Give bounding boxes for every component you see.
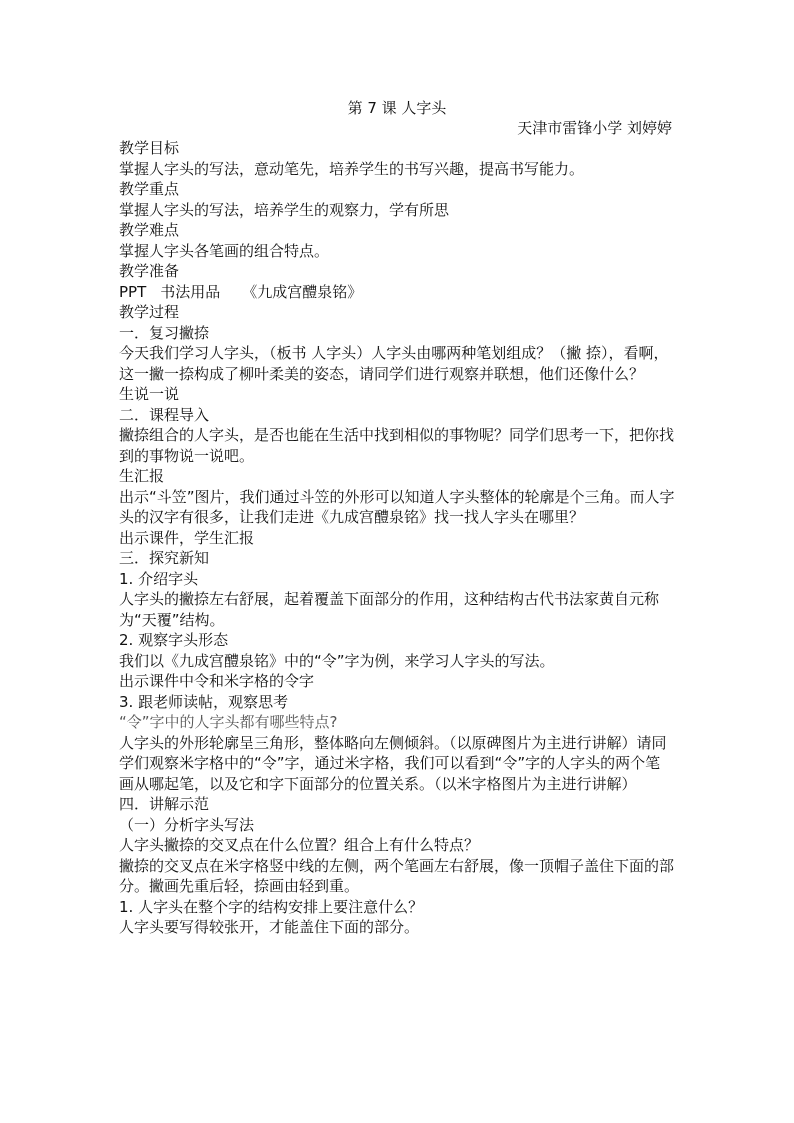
section-heading: 一．复习撇捺 [119,323,210,342]
paragraph: 人字头的撇捺左右舒展，起着覆盖下面部分的作用，这种结构古代书法家黄自元称为“天覆”结构。 [119,590,660,629]
subsection-heading: 1. 介绍字头 [119,569,199,588]
paragraph: 人字头撇捺的交叉点在什么位置？组合上有什么特点？ [119,836,480,854]
paragraph: 生说一说 [119,385,180,403]
material-item: 书法用品 [160,282,221,301]
section-heading: 三．探究新知 [119,549,210,567]
paragraph: 掌握人字头的写法，培养学生的观察力，学有所思 [119,200,450,219]
paragraph: 出示“斗笠”图片，我们通过斗笠的外形可以知道人字头整体的轮廓是个三角。而人字头的汉字有很多，让我们走进《九成宫醴泉铭》找一找人字头在哪里？ [119,487,675,526]
subsection-heading: 2. 观察字头形态 [119,631,229,649]
author-line: 天津市雷锋小学 刘婷婷 [517,119,672,137]
section-heading: 二．课程导入 [119,405,210,424]
paragraph: 人字头要写得较张开，才能盖住下面的部分。 [119,918,420,936]
heading-process: 教学过程 [119,303,180,321]
heading-preparation: 教学准备 [119,262,180,280]
material-item: 《九成宫醴泉铭》 [242,282,363,301]
paragraph: 掌握人字头各笔画的组合特点。 [119,241,330,260]
heading-key-points: 教学重点 [119,180,180,198]
paragraph: 出示课件，学生汇报 [119,528,255,547]
heading-objectives: 教学目标 [119,139,180,157]
paragraph: 人字头的外形轮廓呈三角形，整体略向左侧倾斜。（以原碑图片为主进行讲解）请同学们观察米字格中的“令”字，通过米字格，我们可以看到“令”字的人字头的两个笔画从哪起笔，以及它和字下面部分的位置关系。（以米字格图片为主进行讲解） [119,733,667,793]
subsection-heading: 3. 跟老师读帖，观察思考 [119,692,289,711]
lesson-title: 第 7 课 人字头 [347,99,447,117]
material-item: PPT [119,282,147,301]
heading-difficulties: 教学难点 [119,221,180,239]
paragraph: 撇捺组合的人字头，是否也能在生活中找到相似的事物呢？同学们思考一下，把你找到的事物说一说吧。 [119,426,675,465]
subsection-heading: 1. 人字头在整个字的结构安排上要注意什么？ [119,897,424,916]
paragraph: 掌握人字头的写法，意动笔先，培养学生的书写兴趣，提高书写能力。 [119,159,585,178]
question-line: “令”字中的人字头都有哪些特点? [119,713,338,731]
paragraph: 出示课件中令和米字格的令字 [119,672,315,690]
paragraph: 我们以《九成宫醴泉铭》中的“令”字为例，来学习人字头的写法。 [119,651,555,670]
section-heading: 四．讲解示范 [119,795,210,813]
paragraph: 生汇报 [119,467,165,485]
materials-line [119,282,675,303]
lesson-body [119,138,675,938]
paragraph: 撇捺的交叉点在米字格竖中线的左侧，两个笔画左右舒展，像一顶帽子盖住下面的部分。撇画先重后轻，捺画由轻到重。 [119,856,675,895]
paragraph: 今天我们学习人字头，（板书 人字头）人字头由哪两种笔划组成？（撇 捺），看啊，这一撇一捺构成了柳叶柔美的姿态，请同学们进行观察并联想，他们还像什么？ [119,344,669,383]
subsection-heading: （一）分析字头写法 [119,815,255,834]
